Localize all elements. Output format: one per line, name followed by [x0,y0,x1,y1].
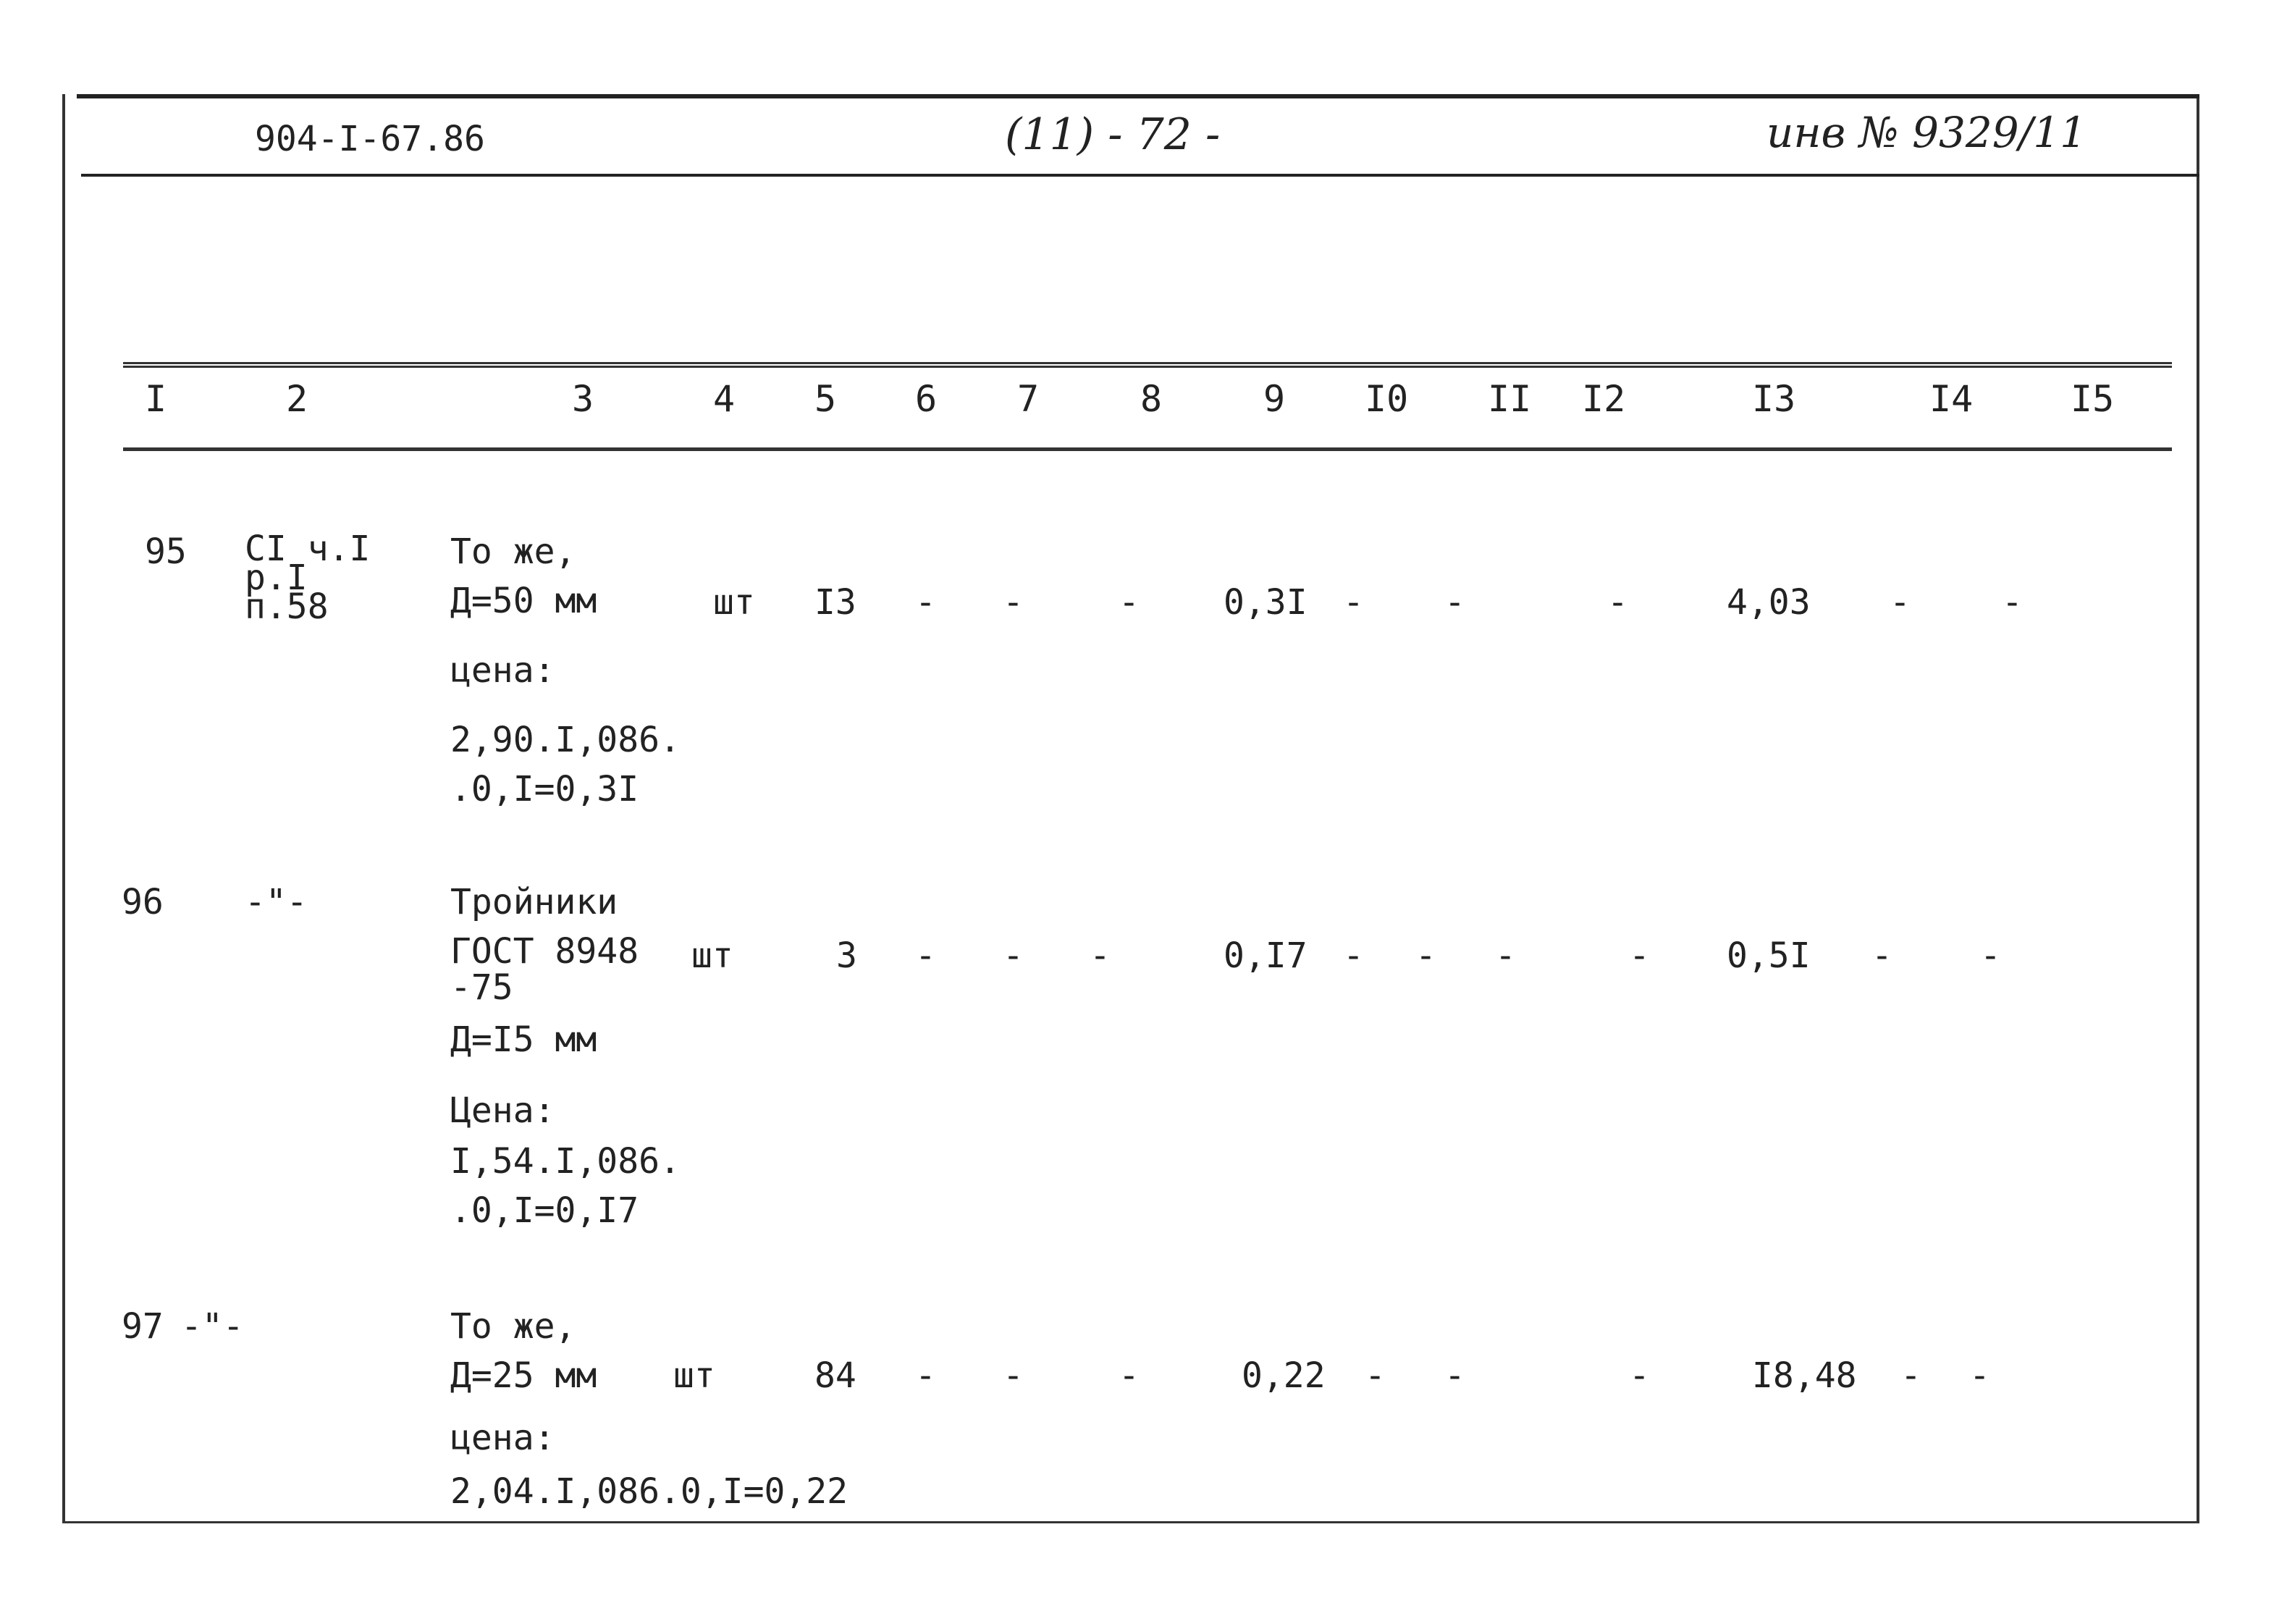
row-reference [245,529,371,627]
dash-cell: - [915,582,936,623]
dash-cell: - [1119,1355,1140,1396]
dash-cell: - [1629,935,1650,976]
dash-cell: - [1343,935,1364,976]
price-calculation [450,1137,681,1235]
item-name-line: -75 [450,967,513,1008]
dash-cell: - [1969,1355,1990,1396]
column-header-bottom-rule [123,447,2172,451]
dash-cell: - [1495,935,1516,976]
column-number-5: 5 [814,378,837,420]
item-name-line: Тройники [450,882,618,922]
total-value: I8,48 [1752,1355,1857,1396]
column-number-7: 7 [1017,378,1040,420]
column-number-6: 6 [915,378,938,420]
header-divider [81,174,2199,177]
dash-cell: - [1003,582,1024,623]
unit: шт [691,935,733,976]
dash-cell: - [915,1355,936,1396]
row-number: 96 [122,882,164,922]
total-value: 4,03 [1727,582,1811,623]
item-name-line: Д=I5 мм [450,1019,597,1060]
reference-line: п.58 [245,586,329,627]
item-name [450,527,597,626]
inventory-number: инв № 9329/11 [1766,108,2087,157]
price-calculation [450,715,681,814]
dash-cell: - [1119,582,1140,623]
dash-cell: - [1607,582,1628,623]
unit: шт [673,1355,715,1396]
column-number-4: 4 [713,378,736,420]
item-name-line: Д=25 мм [450,1355,597,1396]
dash-cell: - [1365,1355,1386,1396]
column-number-1: I [145,378,167,420]
dash-cell: - [1900,1355,1921,1396]
item-name [450,1302,597,1400]
total-value: 0,5I [1727,935,1811,976]
item-name-line: ГОСТ 8948 [450,931,639,972]
price-label: цена: [450,1418,555,1458]
page-number: (11) - 72 - [1005,109,1221,160]
item-name-line: Д=50 мм [450,581,597,621]
quantity: I3 [814,582,856,623]
column-number-12: I2 [1582,378,1626,420]
item-name-line: То же, [450,1306,576,1347]
row-number: 95 [145,531,187,572]
dash-cell: - [1871,935,1892,976]
document-sheet [62,94,2199,1523]
reference-line: р.I [245,558,308,598]
item-name [450,878,639,976]
dash-cell: - [1343,582,1364,623]
dash-cell: - [1444,1355,1465,1396]
column-number-13: I3 [1752,378,1796,420]
dash-cell: - [1444,582,1465,623]
row-reference: -"- [245,882,308,922]
dash-cell: - [1890,582,1911,623]
quantity: 3 [836,935,857,976]
column-number-9: 9 [1263,378,1286,420]
row-reference: -"- [181,1306,244,1347]
price-line: I,54.I,086. [450,1141,681,1182]
dash-cell: - [1003,1355,1024,1396]
dash-cell: - [1980,935,2001,976]
document-code: 904-I-67.86 [255,119,485,159]
dash-cell: - [1090,935,1111,976]
column-number-10: I0 [1365,378,1409,420]
price-line: 2,04.I,086.0,I=0,22 [450,1471,848,1512]
column-header-top-rule [123,362,2172,368]
item-name-line: То же, [450,531,576,572]
column-number-11: II [1488,378,1532,420]
row-number: 97 [122,1306,164,1347]
column-number-15: I5 [2071,378,2115,420]
price-line: 2,90.I,086. [450,720,681,760]
cost-value: 0,3I [1224,582,1307,623]
column-number-8: 8 [1140,378,1163,420]
column-number-3: 3 [572,378,594,420]
dash-cell: - [915,935,936,976]
column-number-2: 2 [286,378,308,420]
quantity: 84 [814,1355,856,1396]
dash-cell: - [1003,935,1024,976]
top-border-rule [77,94,2199,98]
cost-value: 0,I7 [1224,935,1307,976]
price-label: Цена: [450,1090,555,1131]
price-line: .0,I=0,3I [450,769,639,809]
column-number-14: I4 [1929,378,1974,420]
dash-cell: - [1415,935,1436,976]
dash-cell: - [2002,582,2023,623]
cost-value: 0,22 [1242,1355,1326,1396]
unit: шт [713,582,755,623]
price-label: цена: [450,650,555,691]
reference-line: CI ч.I [245,529,371,569]
price-line: .0,I=0,I7 [450,1190,639,1231]
dash-cell: - [1629,1355,1650,1396]
